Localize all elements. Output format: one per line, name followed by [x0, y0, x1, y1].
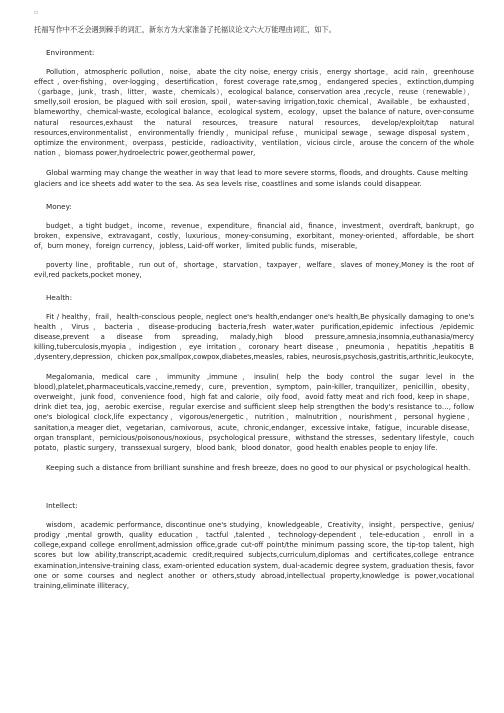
health-heading: Health:	[46, 292, 73, 302]
health-note: Keeping such a distance from brilliant sunshine and fresh breeze, does no good to our physical or psychological health.	[46, 463, 471, 473]
money-vocab: budget，a tight budget，income，revenue，expenditure，financial aid，finance，investment，overdraft, bankrupt，go broken，expensive，extravagant，costly，luxurious，money-consuming，exorbitant，money-oriented，affordable，be short of，burn money，foreign currency，jobless, Laid-off worker，limited public funds，miserable,	[34, 221, 474, 250]
money-vocab-2: poverty line，profitable，run out of，shortage，starvation，taxpayer，welfare，slaves of money,Money is the root of evil,red packets,pocket money,	[34, 261, 474, 280]
money-heading: Money:	[46, 201, 72, 211]
health-vocab: Fit / healthy，frail，health-conscious people, neglect one's health,endanger one's health,Be physically damaging to one's health，Virus，bacteria，disease-producing bacteria,fresh water,water purification,epidemic infectious /epidemic disease,prevent a disease from spreading, malady,high blood pressure,amnesia,insomnia,euthanasia/mercy killing,tuberculosis,myopia，indigestion，eye irritation，coronary heart disease，pneumonia，hepatitis ,hepatitis B ,dysentery,depression，chicken pox,smallpox,cowpox,diabetes,measles, rabies, neurosis,psychosis,gastritis,arthritic,leukocyte,	[34, 312, 474, 362]
intro-text: 托福写作中不乏会遇到棘手的词汇，新东方为大家准备了托福议论文六大万能理由词汇，如下。	[34, 25, 336, 34]
health-vocab-2: Megalomania, medical care，immunity ,immune，insulin( help the body control the sugar level in the blood),platelet,pharmaceuticals,vaccine,remedy，cure，prevention，symptom，pain-killer, tranquilizer，penicillin，obesity，overweight，junk food，convenience food，high fat and calorie，oily food，avoid fatty meat and rich food, keep in shape，drink diet tea, jog，aerobic exercise，regular exercise and sufficient sleep help strengthen the body's resistance to…, follow one's biological clock,life expectancy，vigorous/energetic，nutrition，malnutrition，nourishment，personal hygiene，sanitation,a meager diet，vegetarian，carnivorous，acute，chronic,endanger，excessive intake，fatigue，incurable disease，organ transplant，pernicious/poisonous/noxious，psychological pressure，withstand the stresses，sedentary lifestyle，couch potato，plastic surgery，transsexual surgery，blood bank，blood donator，good health enables people to enjoy life.	[34, 372, 474, 452]
intellect-heading: Intellect:	[46, 500, 78, 510]
bullet-icon: ▫	[34, 9, 39, 16]
environment-vocab: Pollution，atmospheric pollution，noise，abate the city noise, energy crisis，energy shortage，acid rain，greenhouse effect , over-fishing，over-logging，desertification，forest coverage rate,smog，endangered species，extinction,dumping（garbage，junk，trash，litter，waste，chemicals），ecological balance, conservation area ,recycle，reuse（renewable），smelly,soil erosion, be plagued with soil erosion, spoil，water-saving irrigation,toxic chemical，Available，be exhausted，blameworthy，chemical-waste, ecological balance，ecological system，ecology，upset the balance of nature, over-consume natural resources,exhaust the natural resources, treasure natural resources, develop/exploit/tap natural resources,environmentalist，environmentally friendly，municipal refuse，municipal sewage，sewage disposal system，optimize the environment，overpass，pesticide，radioactivity，ventilation，vicious circle，arouse the concern of the whole nation ，biomass power,hydroelectric power,geothermal power,	[34, 67, 474, 158]
environment-note: Global warming may change the weather in way that lead to more severe storms, floods, and droughts. Cause melting glaciers and ice sheets add water to the sea. As sea levels rise, coastlines and some islands could disappear.	[34, 168, 469, 188]
intellect-vocab: wisdom，academic performance, discontinue one's studying，knowledgeable，Creativity，insight，perspective，genius/ prodigy ,mental growth, quality education，tactful ,talented，technology-dependent，tele-education，enroll in a college,expand college enrollment,admission office,grade cut-off point/the minimum passing score, the tip-top talent, high scores but low ability,transcript,academic credit,required subjects,curriculum,diplomas and certificates,college entrance examination,intensive-training class, exam-oriented education system, dual-academic degree system, graduation thesis, favor one or some courses and neglect another or others,study abroad,intellectual property,knowledge is power,vocational training,eliminate illiteracy,	[34, 520, 474, 590]
environment-heading: Environment:	[46, 47, 95, 57]
